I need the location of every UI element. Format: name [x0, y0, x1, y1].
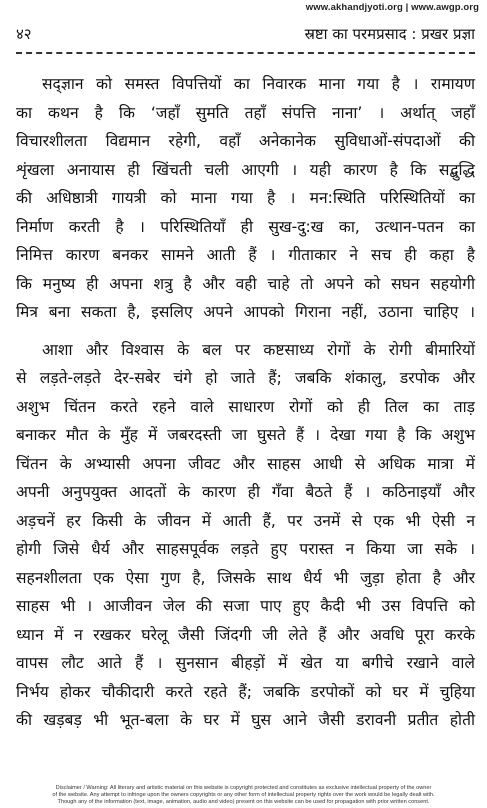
text-line: बनाकर मौत के मुँह में जबरदस्ती जा घुसते हैं । देखा गया है कि अशुभ: [16, 426, 475, 444]
page-number: ४२: [16, 25, 32, 43]
text-line: शृंखला अनायास ही खिंचती चली आएगी । यही कारण है कि सद्बुद्धि: [16, 160, 475, 179]
text-line: कि मनुष्य ही अपना शत्रु है और वही चाहे तो अपने को सघन सहयोगी: [16, 274, 475, 293]
disclaimer-line: Though any of the information (text, image, animation, audio and video) present on this website can be used for propagation with prior written consent.: [57, 799, 430, 805]
header-divider: [16, 52, 475, 54]
text-line: से लड़ते-लड़ते देर-सबेर चंगे हो जाते हैं; जबकि शंकालु, डरपोक और: [16, 369, 475, 387]
text-line: निमित्त कारण बनकर सामने आती हैं । गीताकार ने सच ही कहा है: [16, 246, 475, 264]
text-line: अपनी अनुपयुक्त आदतों के कारण ही गँवा बैठते हैं । कठिनाइयाँ और: [16, 483, 475, 501]
text-line: सद्ज्ञान को समस्त विपत्तियों का निवारक माना गया है । रामायण: [42, 75, 475, 93]
disclaimer-line: of the website. Any attempt to infringe upon the owners copyrights or any other form of intellectual property rights over the work would be legally dealt with.: [52, 792, 435, 798]
text-line: साहस भी । आजीवन जेल की सजा पाए हुए कैदी भी उस विपत्ति को: [16, 597, 475, 615]
text-line: निर्माण करती है । परिस्थितियाँ ही सुख-दु:ख का, उत्थान-पतन का: [16, 217, 475, 236]
paragraph-2: [16, 336, 475, 735]
body-text: [16, 70, 475, 735]
text-line: सहनशीलता एक ऐसा गुण है, जिसके साथ धैर्य भी जुड़ा होता है और: [16, 568, 475, 587]
paragraph-1: [16, 70, 475, 327]
text-line: वापस लौट आते हैं । सुनसान बीहड़ों में खेत या बगीचे रखाने वाले: [16, 654, 475, 672]
text-line: की खड़बड़ भी भूत-बला के घर में घुस आने जैसी डरावनी प्रतीत होती: [16, 711, 475, 729]
text-line: होगी जिसे धैर्य और साहसपूर्वक लड़ते हुए परास्त न किया जा सके ।: [16, 540, 475, 558]
site-url: www.akhandjyoti.org | www.awgp.org: [305, 2, 479, 13]
text-line: अड़चनें हर किसी के जीवन में आती हैं, पर उनमें से एक भी ऐसी न: [16, 511, 475, 530]
text-line: विचारशीलता विद्यमान रहेगी, वहाँ अनेकानेक सुविधाओं-संपदाओं की: [16, 132, 475, 150]
text-line: अशुभ चिंतन करते रहने वाले साधारण रोगों को ही तिल का ताड़: [16, 397, 475, 416]
disclaimer-line: Disclaimer / Warning: All literary and artistic material on this website is copyright protected and constitutes as exclusive intellectual property of the owner: [55, 785, 432, 791]
text-line: मित्र बना सकता है, इसलिए अपने आपको गिराना नहीं, उठाना चाहिए ।: [16, 303, 475, 321]
text-line: की अधिष्ठात्री गायत्री को माना गया है । मन:स्थिति परिस्थितियों का: [16, 189, 475, 207]
text-line: ध्यान में न रखकर घरेलू जैसी जिंदगी जी लेते हैं और अवधि पूरा करके: [16, 625, 475, 644]
text-line: चिंतन के अभ्यासी अपना जीवट और साहस आधी से अधिक मात्रा में: [16, 454, 475, 473]
text-line: का कथन है कि ‘जहाँ सुमति तहाँ संपत्ति नाना’ । अर्थात् जहाँ: [16, 103, 475, 122]
text-line: निर्भय होकर चौकीदारी करते रहते हैं; जबकि डरपोकों को घर में चुहिया: [16, 682, 475, 701]
running-title: स्रष्टा का परमप्रसाद : प्रखर प्रज्ञा: [304, 25, 475, 43]
page-header: [16, 20, 475, 46]
disclaimer: [6, 785, 481, 806]
text-line: आशा और विश्वास के बल पर कष्टसाध्य रोगों के रोगी बीमारियों: [42, 340, 475, 359]
